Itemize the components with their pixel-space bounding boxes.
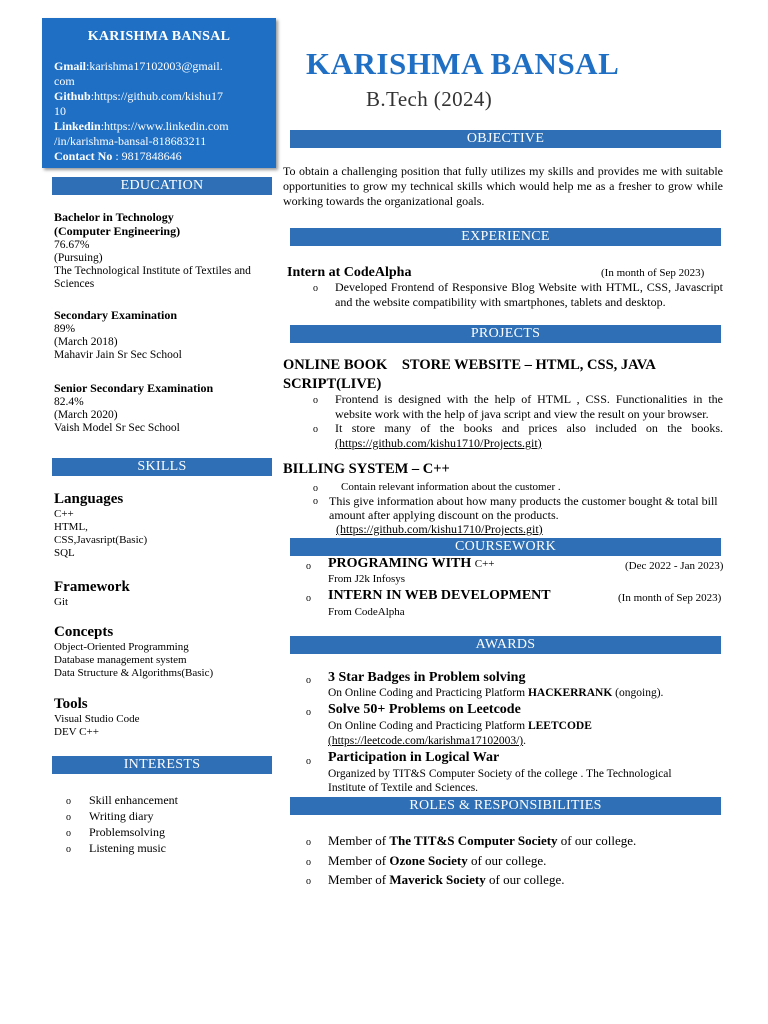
gmail-label: Gmail: [54, 59, 86, 73]
objective-text: To obtain a challenging position that fully utilizes my skills and provides me with suitable opportunities to grow my technical skills which would help me as a fresher to grow while working towards the organizational goals.: [283, 164, 723, 208]
exam-school: Vaish Model Sr Sec School: [54, 422, 180, 434]
award-detail: On Online Coding and Practicing Platform HACKERRANK (ongoing).: [328, 687, 664, 699]
phone-label: Contact No: [54, 149, 113, 163]
project-link[interactable]: (https://github.com/kishu1710/Projects.git): [336, 522, 543, 536]
degree-score: 76.67%: [54, 239, 90, 251]
degree-branch: (Computer Engineering): [54, 224, 181, 238]
contact-name: KARISHMA BANSAL: [87, 29, 231, 44]
coursework-heading: COURSEWORK: [290, 538, 721, 556]
project-title: BILLING SYSTEM – C++: [283, 461, 450, 477]
framework-title: Framework: [54, 579, 130, 595]
experience-detail: Developed Frontend of Responsive Blog Website with HTML, CSS, Javascript and the website compatibility with smartphones, tablets and desktop.: [335, 280, 723, 309]
bullet-icon: o: [66, 828, 71, 839]
course-provider: From CodeAlpha: [328, 606, 405, 618]
award-link[interactable]: (https://leetcode.com/karishma17102003/): [328, 735, 524, 747]
framework-block: [54, 579, 274, 609]
page-title: KARISHMA BANSAL: [306, 46, 620, 81]
exam-school: Mahavir Jain Sr Sec School: [54, 349, 182, 361]
bullet-icon: o: [306, 675, 311, 686]
concept-item: Data Structure & Algorithms(Basic): [54, 667, 214, 679]
awards-heading: AWARDS: [290, 636, 721, 654]
gmail-value[interactable]: :karishma17102003@gmail.: [86, 59, 223, 73]
github-link-cont[interactable]: 10: [54, 104, 66, 118]
exam-title: Secondary Examination: [54, 308, 178, 322]
project-point: Frontend is designed with the help of HTML , CSS. Functionalities in the website work with the help of java script and view the result on your browser.: [335, 392, 723, 421]
skills-heading: SKILLS: [52, 458, 272, 476]
list-item: o Writing diary: [66, 809, 154, 823]
course-title: INTERN IN WEB DEVELOPMENT: [328, 588, 551, 603]
exam-date: (March 2020): [54, 409, 118, 421]
education-item: [54, 382, 269, 435]
concepts-block: [54, 624, 274, 680]
list-item: o Listening music: [66, 841, 166, 855]
language-item: CSS,Javasript(Basic): [54, 534, 148, 546]
course-provider: From J2k Infosys: [328, 573, 406, 585]
interests-list: [66, 793, 266, 857]
gmail-value-cont[interactable]: com: [54, 74, 75, 88]
project-title: ONLINE BOOK STORE WEBSITE – HTML, CSS, JAVA SCRIPT(LIVE): [283, 357, 656, 392]
language-item: HTML,: [54, 521, 88, 533]
tool-item: Visual Studio Code: [54, 713, 140, 725]
project-point: It store many of the books and prices also included on the books.(https://github.com/kishu1710/Projects.git): [335, 421, 723, 450]
project-link[interactable]: (https://github.com/kishu1710/Projects.git): [335, 436, 542, 450]
education-heading: EDUCATION: [52, 177, 272, 195]
degree-date: (Pursuing): [54, 252, 103, 264]
framework-item: Git: [54, 596, 69, 608]
linkedin-link[interactable]: :https://www.linkedin.com: [100, 119, 229, 133]
bullet-icon: o: [313, 483, 318, 494]
experience-heading: EXPERIENCE: [290, 228, 721, 246]
contact-card: [42, 18, 276, 168]
roles-list: [306, 832, 636, 891]
education-item: [54, 309, 269, 362]
linkedin-link-cont[interactable]: /in/karishma-bansal-818683211: [54, 134, 207, 148]
award-detail: Organized by TIT&S Computer Society of the college . The Technological Institute of Textile and Sciences.: [328, 768, 672, 794]
tool-item: DEV C++: [54, 726, 99, 738]
exam-date: (March 2018): [54, 336, 118, 348]
tools-title: Tools: [54, 696, 88, 712]
degree-school: The Technological Institute of Textiles and: [54, 265, 251, 277]
list-item: o Problemsolving: [66, 825, 166, 839]
course-date: (In month of Sep 2023): [618, 592, 722, 604]
language-item: C++: [54, 508, 74, 520]
projects-heading: PROJECTS: [290, 325, 721, 343]
project-point: This give information about how many products the customer bought & total bill amount after applying discount on the products. (https://github.com/kishu1710/Projects.git): [329, 494, 718, 536]
interests-heading: INTERESTS: [52, 756, 272, 774]
list-item: o Skill enhancement: [66, 793, 178, 807]
bullet-icon: o: [313, 424, 318, 435]
languages-title: Languages: [54, 491, 124, 507]
list-item: o Member of Maverick Society of our college.: [306, 871, 636, 891]
bullet-icon: o: [313, 496, 318, 507]
degree-school-cont: Sciences: [54, 278, 95, 290]
tools-block: [54, 696, 274, 739]
language-item: SQL: [54, 547, 75, 559]
phone-value: : 9817848646: [112, 149, 182, 163]
award-title: Solve 50+ Problems on Leetcode: [328, 702, 521, 717]
bullet-icon: o: [66, 796, 71, 807]
degree-title: Bachelor in Technology: [54, 210, 174, 224]
skills-block: [54, 491, 274, 560]
contact-details: [54, 59, 270, 164]
bullet-icon: o: [66, 812, 71, 823]
education-item: [54, 211, 269, 291]
linkedin-label: Linkedin: [54, 119, 101, 133]
bullet-icon: o: [306, 876, 311, 887]
list-item: o Member of The TIT&S Computer Society of our college.: [306, 832, 636, 852]
bullet-icon: o: [306, 756, 311, 767]
project-point: Contain relevant information about the customer .: [341, 481, 561, 493]
bullet-icon: o: [306, 707, 311, 718]
bullet-icon: o: [306, 837, 311, 848]
exam-score: 82.4%: [54, 396, 84, 408]
github-label: Github: [54, 89, 91, 103]
concept-item: Object-Oriented Programming: [54, 641, 189, 653]
award-title: 3 Star Badges in Problem solving: [328, 670, 526, 685]
bullet-icon: o: [306, 561, 311, 572]
github-link[interactable]: :https://github.com/kishu17: [90, 89, 224, 103]
concept-item: Database management system: [54, 654, 187, 666]
bullet-icon: o: [306, 593, 311, 604]
course-title: PROGRAMING WITH C++: [328, 556, 495, 571]
experience-title: Intern at CodeAlpha: [287, 265, 412, 280]
list-item: o Member of Ozone Society of our college.: [306, 852, 636, 872]
concepts-title: Concepts: [54, 624, 114, 640]
bullet-icon: o: [313, 395, 318, 406]
experience-date: (In month of Sep 2023): [601, 267, 705, 279]
bullet-icon: o: [66, 844, 71, 855]
exam-title: Senior Secondary Examination: [54, 381, 214, 395]
award-detail: On Online Coding and Practicing Platform LEETCODE (https://leetcode.com/karishma17102003/).: [328, 720, 592, 747]
degree-subtitle: B.Tech (2024): [366, 87, 493, 111]
bullet-icon: o: [313, 283, 318, 294]
roles-heading: ROLES & RESPONSIBILITIES: [290, 797, 721, 815]
exam-score: 89%: [54, 323, 76, 335]
course-date: (Dec 2022 - Jan 2023): [625, 560, 724, 572]
award-title: Participation in Logical War: [328, 750, 500, 765]
bullet-icon: o: [306, 856, 311, 868]
objective-heading: OBJECTIVE: [290, 130, 721, 148]
